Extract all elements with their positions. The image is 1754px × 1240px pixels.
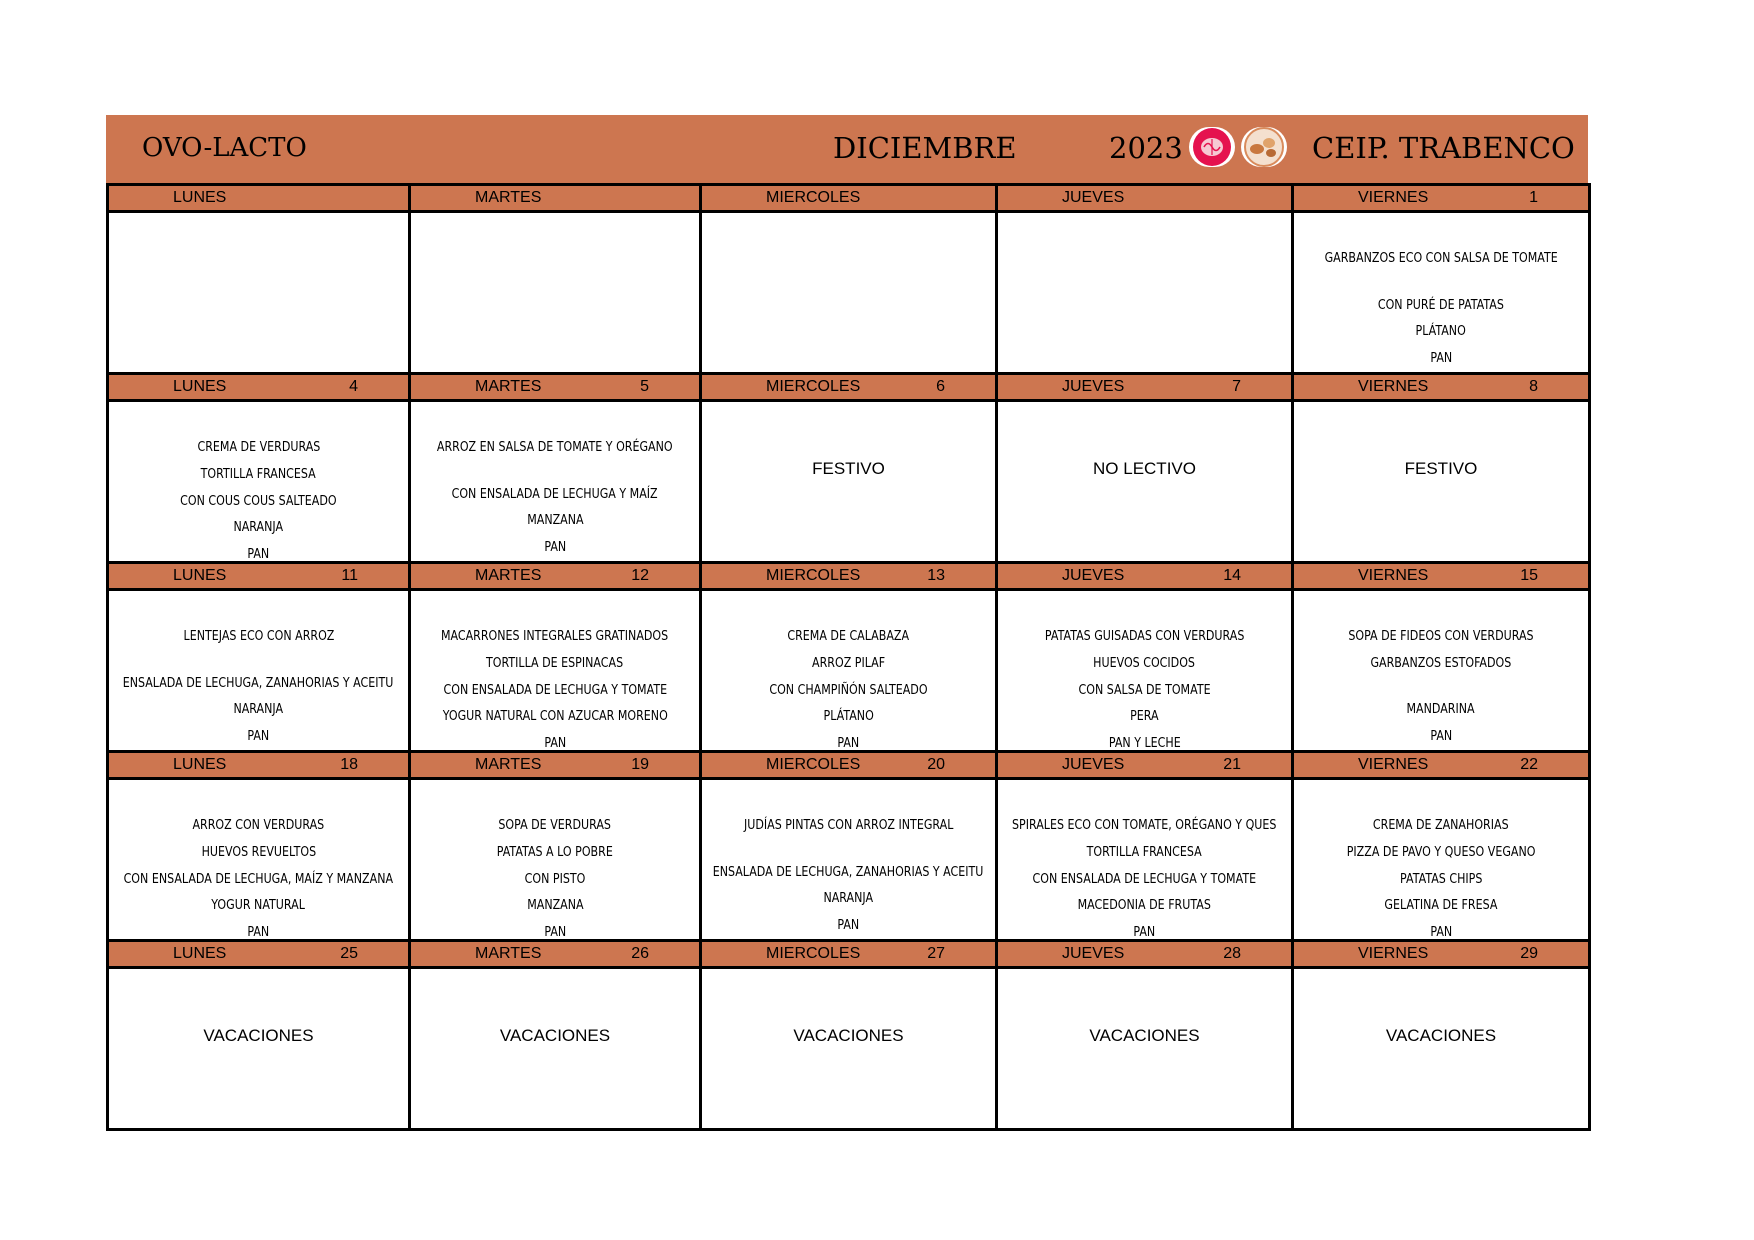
day-name: JUEVES bbox=[1062, 756, 1125, 773]
menu-dish: CON ENSALADA DE LECHUGA Y TOMATE bbox=[1032, 870, 1257, 887]
day-status: FESTIVO bbox=[1404, 459, 1478, 478]
day-name: MARTES bbox=[475, 189, 542, 206]
day-number: 4 bbox=[349, 378, 358, 395]
day-name: JUEVES bbox=[1062, 567, 1125, 584]
menu-dish: CREMA DE ZANAHORIAS bbox=[1373, 817, 1509, 833]
day-header bbox=[411, 750, 702, 780]
day-menu-cell bbox=[109, 402, 411, 561]
day-number: 29 bbox=[1520, 945, 1538, 962]
day-status: VACACIONES bbox=[1089, 1026, 1200, 1045]
day-name: JUEVES bbox=[1062, 189, 1125, 206]
menu-dish: YOGUR NATURAL bbox=[211, 897, 306, 914]
day-menu-cell bbox=[1294, 969, 1591, 1128]
menu-dish: ARROZ CON VERDURAS bbox=[192, 817, 325, 833]
day-number: 14 bbox=[1223, 567, 1241, 584]
day-menu-cell bbox=[702, 591, 998, 750]
day-menu-cell bbox=[998, 591, 1294, 750]
day-name: MIERCOLES bbox=[766, 189, 861, 206]
day-header bbox=[1294, 561, 1591, 591]
day-number: 27 bbox=[927, 945, 945, 962]
day-menu-cell bbox=[1294, 402, 1591, 561]
day-menu-cell bbox=[411, 591, 702, 750]
menu-dish: MACARRONES INTEGRALES GRATINADOS bbox=[441, 628, 669, 644]
day-name: LUNES bbox=[173, 567, 227, 584]
day-header bbox=[998, 183, 1294, 213]
menu-calendar-grid bbox=[106, 183, 1588, 1131]
day-header bbox=[998, 372, 1294, 402]
day-header bbox=[702, 372, 998, 402]
day-header bbox=[702, 750, 998, 780]
day-menu-cell bbox=[998, 969, 1294, 1128]
day-number: 15 bbox=[1520, 567, 1538, 584]
day-menu-cell bbox=[702, 780, 998, 939]
day-name: JUEVES bbox=[1062, 945, 1125, 962]
day-number: 21 bbox=[1223, 756, 1241, 773]
day-header bbox=[109, 183, 411, 213]
day-header bbox=[1294, 183, 1591, 213]
day-number: 6 bbox=[936, 378, 945, 395]
day-menu-cell bbox=[1294, 591, 1591, 750]
menu-dish: PAN bbox=[544, 735, 566, 750]
day-header bbox=[109, 750, 411, 780]
day-status: FESTIVO bbox=[812, 459, 885, 478]
menu-dish: ARROZ PILAF bbox=[811, 654, 886, 671]
day-number: 1 bbox=[1529, 189, 1538, 206]
menu-dish: PATATAS CHIPS bbox=[1399, 870, 1483, 887]
menu-dish: CON ENSALADA DE LECHUGA, MAÍZ Y MANZANA bbox=[123, 870, 394, 887]
menu-dish: GELATINA DE FRESA bbox=[1384, 897, 1498, 914]
day-number: 22 bbox=[1520, 756, 1538, 773]
menu-dish: PAN bbox=[837, 917, 860, 934]
menu-dish: PAN bbox=[544, 539, 566, 556]
day-name: VIERNES bbox=[1358, 567, 1429, 584]
day-status: NO LECTIVO bbox=[1093, 459, 1196, 478]
day-header bbox=[998, 939, 1294, 969]
menu-dish: GARBANZOS ECO CON SALSA DE TOMATE bbox=[1324, 250, 1558, 266]
menu-dish: PAN bbox=[1430, 728, 1452, 745]
day-header bbox=[998, 750, 1294, 780]
menu-dish: JUDÍAS PINTAS CON ARROZ INTEGRAL bbox=[743, 817, 954, 833]
day-status: VACACIONES bbox=[499, 1026, 611, 1045]
menu-dish: PAN bbox=[247, 546, 270, 561]
day-name: VIERNES bbox=[1358, 378, 1429, 395]
day-header bbox=[1294, 750, 1591, 780]
day-header bbox=[109, 372, 411, 402]
school-name: CEIP. TRABENCO bbox=[1312, 131, 1575, 165]
day-number: 20 bbox=[927, 756, 945, 773]
day-name: LUNES bbox=[173, 378, 227, 395]
day-header bbox=[411, 939, 702, 969]
menu-dish: SOPA DE FIDEOS CON VERDURAS bbox=[1348, 628, 1534, 644]
day-status: VACACIONES bbox=[1385, 1026, 1497, 1045]
day-name: MARTES bbox=[475, 567, 542, 584]
menu-dish: NARANJA bbox=[233, 519, 284, 536]
menu-dish: PERA bbox=[1130, 708, 1159, 725]
menu-dish: CON CHAMPIÑÓN SALTEADO bbox=[769, 681, 928, 698]
brain-logo-icon bbox=[1189, 127, 1235, 167]
menu-dish: MANZANA bbox=[526, 512, 584, 529]
title-bar bbox=[106, 115, 1588, 183]
menu-dish: SPIRALES ECO CON TOMATE, ORÉGANO Y QUES bbox=[1012, 817, 1277, 833]
menu-dish: YOGUR NATURAL CON AZUCAR MORENO bbox=[442, 708, 668, 725]
menu-dish: PLÁTANO bbox=[823, 708, 874, 725]
day-header bbox=[411, 561, 702, 591]
day-menu-cell bbox=[998, 402, 1294, 561]
day-name: MARTES bbox=[475, 945, 542, 962]
menu-dish: CREMA DE CALABAZA bbox=[787, 628, 910, 644]
day-menu-cell bbox=[109, 969, 411, 1128]
year-title: 2023 bbox=[1109, 131, 1183, 165]
menu-dish: GARBANZOS ESTOFADOS bbox=[1370, 654, 1512, 671]
day-menu-cell bbox=[702, 969, 998, 1128]
day-name: LUNES bbox=[173, 189, 227, 206]
menu-dish: CON ENSALADA DE LECHUGA Y TOMATE bbox=[443, 681, 667, 698]
month-title: DICIEMBRE bbox=[833, 131, 1017, 165]
menu-dish: PAN Y LECHE bbox=[1108, 735, 1181, 750]
day-header bbox=[1294, 939, 1591, 969]
menu-dish: NARANJA bbox=[233, 701, 284, 718]
day-menu-cell bbox=[411, 969, 702, 1128]
day-header bbox=[109, 561, 411, 591]
menu-dish: TORTILLA FRANCESA bbox=[1086, 843, 1203, 860]
day-header bbox=[109, 939, 411, 969]
day-number: 18 bbox=[340, 756, 358, 773]
menu-dish: PAN bbox=[247, 924, 270, 939]
day-name: MIERCOLES bbox=[766, 756, 861, 773]
menu-dish: SOPA DE VERDURAS bbox=[498, 817, 612, 833]
day-menu-cell bbox=[411, 780, 702, 939]
day-name: JUEVES bbox=[1062, 378, 1125, 395]
day-menu-cell bbox=[998, 213, 1294, 372]
day-menu-cell bbox=[702, 402, 998, 561]
menu-dish: NARANJA bbox=[823, 890, 874, 907]
menu-dish: TORTILLA FRANCESA bbox=[200, 465, 317, 482]
day-number: 8 bbox=[1529, 378, 1538, 395]
menu-dish: PATATAS GUISADAS CON VERDURAS bbox=[1044, 628, 1245, 644]
day-menu-cell bbox=[1294, 213, 1591, 372]
day-name: LUNES bbox=[173, 945, 227, 962]
day-header bbox=[702, 183, 998, 213]
day-number: 5 bbox=[640, 378, 649, 395]
menu-dish: CON PISTO bbox=[524, 870, 586, 887]
menu-dish: CON PURÉ DE PATATAS bbox=[1377, 296, 1505, 313]
menu-dish: ARROZ EN SALSA DE TOMATE Y ORÉGANO bbox=[437, 439, 673, 455]
nuts-logo-icon bbox=[1241, 127, 1287, 167]
day-menu-cell bbox=[411, 402, 702, 561]
day-name: VIERNES bbox=[1358, 189, 1429, 206]
menu-dish: CON SALSA DE TOMATE bbox=[1078, 681, 1211, 698]
day-number: 11 bbox=[341, 567, 358, 584]
day-menu-cell bbox=[998, 780, 1294, 939]
day-status: VACACIONES bbox=[203, 1026, 314, 1045]
day-menu-cell bbox=[109, 591, 411, 750]
menu-dish: PAN bbox=[1430, 924, 1452, 939]
day-name: LUNES bbox=[173, 756, 227, 773]
day-name: VIERNES bbox=[1358, 756, 1429, 773]
menu-type-title: OVO-LACTO bbox=[142, 133, 307, 163]
day-menu-cell bbox=[109, 780, 411, 939]
day-menu-cell bbox=[1294, 780, 1591, 939]
day-number: 25 bbox=[340, 945, 358, 962]
day-header bbox=[1294, 372, 1591, 402]
day-menu-cell bbox=[109, 213, 411, 372]
menu-dish: PIZZA DE PAVO Y QUESO VEGANO bbox=[1346, 843, 1536, 860]
menu-dish: TORTILLA DE ESPINACAS bbox=[486, 654, 624, 671]
menu-dish: CON COUS COUS SALTEADO bbox=[180, 492, 337, 509]
menu-dish: PAN bbox=[837, 735, 860, 750]
menu-dish: PAN bbox=[1430, 350, 1452, 367]
day-header bbox=[702, 939, 998, 969]
day-name: MARTES bbox=[475, 378, 542, 395]
day-status: VACACIONES bbox=[793, 1026, 904, 1045]
menu-dish: CON ENSALADA DE LECHUGA Y MAÍZ bbox=[451, 485, 659, 502]
menu-dish: HUEVOS REVUELTOS bbox=[201, 843, 316, 860]
day-header bbox=[411, 372, 702, 402]
menu-dish: ENSALADA DE LECHUGA, ZANAHORIAS Y ACEITU bbox=[713, 863, 984, 880]
day-name: MARTES bbox=[475, 756, 542, 773]
day-number: 26 bbox=[631, 945, 649, 962]
menu-dish: PAN bbox=[247, 728, 270, 745]
menu-dish: PLÁTANO bbox=[1415, 323, 1467, 340]
day-header bbox=[411, 183, 702, 213]
menu-dish: CREMA DE VERDURAS bbox=[197, 439, 320, 455]
day-name: MIERCOLES bbox=[766, 378, 861, 395]
day-number: 13 bbox=[927, 567, 945, 584]
day-menu-cell bbox=[702, 213, 998, 372]
day-menu-cell bbox=[411, 213, 702, 372]
menu-dish: PAN bbox=[544, 924, 566, 939]
day-name: MIERCOLES bbox=[766, 945, 861, 962]
day-number: 28 bbox=[1223, 945, 1241, 962]
menu-dish: MACEDONIA DE FRUTAS bbox=[1077, 897, 1212, 914]
menu-dish: MANZANA bbox=[526, 897, 584, 914]
grid-bottom-border bbox=[109, 1128, 1591, 1131]
day-name: VIERNES bbox=[1358, 945, 1429, 962]
menu-dish: PATATAS A LO POBRE bbox=[496, 843, 614, 860]
day-header bbox=[998, 561, 1294, 591]
menu-dish: HUEVOS COCIDOS bbox=[1093, 654, 1196, 671]
day-header bbox=[702, 561, 998, 591]
day-number: 19 bbox=[631, 756, 649, 773]
menu-dish: MANDARINA bbox=[1406, 701, 1476, 718]
day-name: MIERCOLES bbox=[766, 567, 861, 584]
day-number: 12 bbox=[631, 567, 649, 584]
menu-dish: PAN bbox=[1133, 924, 1156, 939]
menu-dish: ENSALADA DE LECHUGA, ZANAHORIAS Y ACEITU bbox=[123, 674, 394, 691]
day-number: 7 bbox=[1232, 378, 1241, 395]
menu-dish: LENTEJAS ECO CON ARROZ bbox=[183, 628, 334, 644]
